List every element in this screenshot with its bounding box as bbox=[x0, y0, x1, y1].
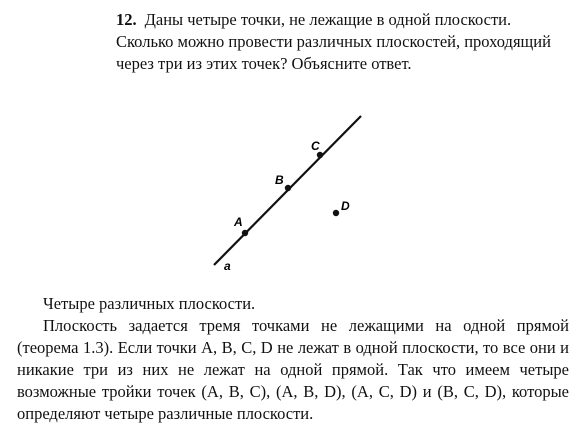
point-label-d: D bbox=[341, 199, 350, 213]
point-label-a: A bbox=[234, 215, 243, 229]
answer-block bbox=[17, 293, 569, 425]
point-d bbox=[333, 210, 339, 216]
point-label-b: B bbox=[275, 173, 284, 187]
point-label-c: C bbox=[311, 139, 320, 153]
answer-explanation: Плоскость задается тремя точками не лежащими на одной прямой (теорема 1.3). Если точки A, B, C, D не лежат в одной плоскости, то все они и никакие три из них не лежат на одной прямой. Так что имеем четыре возможные тройки точек (A, B, C), (A, B, D), (A, C, D) и (B, C, D), которые определяют четыре различные плоскости. bbox=[17, 316, 569, 423]
point-a bbox=[242, 230, 248, 236]
answer-lead: Четыре различных плоскости. bbox=[43, 294, 256, 313]
line-label-a: a bbox=[224, 259, 231, 273]
problem-text: Даны четыре точки, не лежащие в одной плоскости. Сколько можно провести различных плоскостей, проходящий через три из этих точек? Объясните ответ. bbox=[116, 10, 551, 73]
point-b bbox=[285, 185, 291, 191]
problem-number: 12. bbox=[116, 10, 137, 29]
